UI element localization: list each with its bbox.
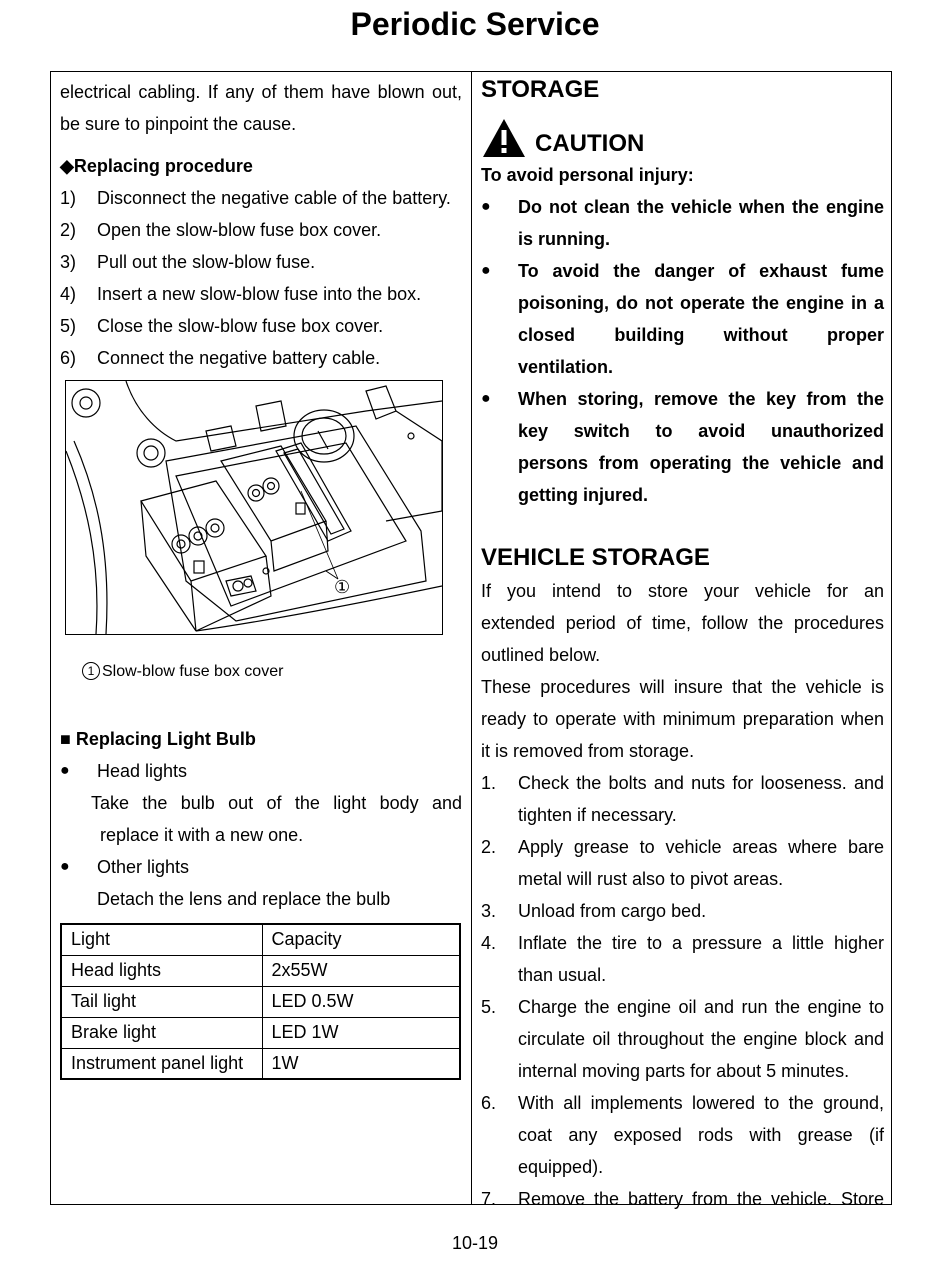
left-column (60, 76, 462, 1080)
storage-step (481, 1183, 884, 1215)
bullet-dot: ● (481, 198, 491, 215)
bullet-line: key switch to avoid unauthorized (518, 421, 884, 441)
bullet-item (60, 851, 462, 883)
table-header-cell: Light (61, 924, 262, 955)
step-line: Charge the engine oil and run the engine to (518, 997, 884, 1017)
table-row (61, 1048, 460, 1079)
step-line: With all implements lowered to the ground, (518, 1093, 884, 1113)
table-row (61, 986, 460, 1017)
storage-step (481, 831, 884, 895)
content-frame (50, 71, 892, 1209)
step-text: Pull out the slow-blow fuse. (97, 252, 316, 272)
step-line: equipped). (518, 1157, 604, 1177)
step-text: Close the slow-blow fuse box cover. (97, 316, 384, 336)
step-line: Remove the battery from the vehicle. Store (518, 1189, 884, 1209)
body-line: replace it with a new one. (100, 825, 304, 845)
step-number: 1) (60, 188, 77, 208)
step-number: 5) (60, 316, 77, 336)
bulb-heading: ■ Replacing Light Bulb (60, 729, 256, 749)
paragraph-line: If you intend to store your vehicle for an (481, 581, 884, 601)
step-line: coat any exposed rods with grease (if (518, 1125, 884, 1145)
bullet-text: Other lights (97, 857, 190, 877)
intro-line: electrical cabling. If any of them have blown out, (60, 82, 462, 102)
caution-bullet (481, 255, 884, 383)
step-number: 2. (481, 837, 497, 857)
storage-step (481, 991, 884, 1087)
procedure-step (60, 182, 462, 214)
procedure-step (60, 278, 462, 310)
procedure-step (60, 310, 462, 342)
warning-triangle-icon (481, 117, 527, 159)
table-cell: Head lights (61, 955, 262, 986)
step-text: Insert a new slow-blow fuse into the box. (97, 284, 422, 304)
fuse-box-drawing (66, 381, 442, 634)
paragraph-line: outlined below. (481, 645, 601, 665)
procedure-step (60, 342, 462, 374)
figure-caption (82, 661, 462, 683)
page-title: Periodic Service (350, 6, 600, 42)
procedure-step (60, 214, 462, 246)
avoid-injury-text: To avoid personal injury: (481, 165, 694, 185)
body-line: Take the bulb out of the light body and (91, 793, 462, 813)
step-number: 5. (481, 997, 497, 1017)
storage-step (481, 767, 884, 831)
bullet-line: is running. (518, 229, 610, 249)
step-line: circulate oil throughout the engine block and (518, 1029, 884, 1049)
table-cell: Brake light (61, 1017, 262, 1048)
table-header-cell: Capacity (262, 924, 460, 955)
bullet-text: Head lights (97, 761, 188, 781)
bullet-dot: ● (481, 262, 491, 279)
caution-bullet (481, 191, 884, 255)
step-number: 7. (481, 1189, 497, 1209)
paragraph-line: extended period of time, follow the procedures (481, 613, 884, 633)
step-line: Unload from cargo bed. (518, 901, 707, 921)
paragraph-line: These procedures will insure that the vehicle is (481, 677, 884, 697)
bulb-capacity-table (60, 923, 461, 1080)
storage-step (481, 927, 884, 991)
caution-label: CAUTION (535, 130, 645, 157)
caution-banner (481, 115, 884, 159)
step-line: Apply grease to vehicle areas where bare (518, 837, 884, 857)
paragraph-line: it is removed from storage. (481, 741, 695, 761)
table-cell: LED 1W (262, 1017, 460, 1048)
table-header-row (61, 924, 460, 955)
step-number: 2) (60, 220, 77, 240)
page-number: 10-19 (451, 1233, 499, 1253)
bullet-line: closed building without proper (518, 325, 884, 345)
table-cell: Tail light (61, 986, 262, 1017)
caution-bullet (481, 383, 884, 511)
storage-heading: STORAGE (481, 76, 600, 103)
step-line: tighten if necessary. (518, 805, 677, 825)
table-row (61, 955, 460, 986)
table-cell: 1W (262, 1048, 460, 1079)
table-cell: 2x55W (262, 955, 460, 986)
step-number: 1. (481, 773, 497, 793)
procedure-step (60, 246, 462, 278)
caption-number: 1 (82, 662, 100, 680)
caption-text: Slow-blow fuse box cover (102, 663, 284, 680)
paragraph-line: ready to operate with minimum preparation when (481, 709, 884, 729)
table-row (61, 1017, 460, 1048)
step-line: internal moving parts for about 5 minutes. (518, 1061, 850, 1081)
table-cell: Instrument panel light (61, 1048, 262, 1079)
bullet-line: ventilation. (518, 357, 614, 377)
bullet-dot: ● (60, 858, 70, 875)
step-line: than usual. (518, 965, 607, 985)
step-line: Inflate the tire to a pressure a little higher (518, 933, 884, 953)
callout-number: ① (334, 577, 351, 598)
step-text: Open the slow-blow fuse box cover. (97, 220, 382, 240)
step-number: 3. (481, 901, 497, 921)
procedure-heading: ◆Replacing procedure (60, 156, 253, 176)
storage-step (481, 1087, 884, 1183)
step-text: Disconnect the negative cable of the battery. (97, 188, 451, 208)
bullet-line: poisoning, do not operate the engine in a (518, 293, 884, 313)
bullet-dot: ● (481, 390, 491, 407)
step-number: 6) (60, 348, 77, 368)
step-number: 3) (60, 252, 77, 272)
bullet-line: getting injured. (518, 485, 648, 505)
step-line: metal will rust also to pivot areas. (518, 869, 784, 889)
step-number: 4. (481, 933, 497, 953)
right-column (481, 72, 884, 1215)
step-number: 4) (60, 284, 77, 304)
bullet-line: Do not clean the vehicle when the engine (518, 197, 884, 217)
step-number: 6. (481, 1093, 497, 1113)
callout-label (334, 577, 350, 598)
table-cell: LED 0.5W (262, 986, 460, 1017)
step-line: Check the bolts and nuts for looseness. and (518, 773, 884, 793)
step-text: Connect the negative battery cable. (97, 348, 381, 368)
vehicle-storage-heading: VEHICLE STORAGE (481, 544, 710, 571)
bullet-line: When storing, remove the key from the (518, 389, 884, 409)
storage-step (481, 895, 884, 927)
bullet-line: persons from operating the vehicle and (518, 453, 884, 473)
intro-line: be sure to pinpoint the cause. (60, 114, 297, 134)
bullet-item (60, 755, 462, 787)
column-divider (471, 72, 472, 1204)
body-line: Detach the lens and replace the bulb (97, 889, 391, 909)
fuse-box-illustration (65, 380, 443, 635)
bullet-line: To avoid the danger of exhaust fume (518, 261, 884, 281)
bullet-dot: ● (60, 762, 70, 779)
